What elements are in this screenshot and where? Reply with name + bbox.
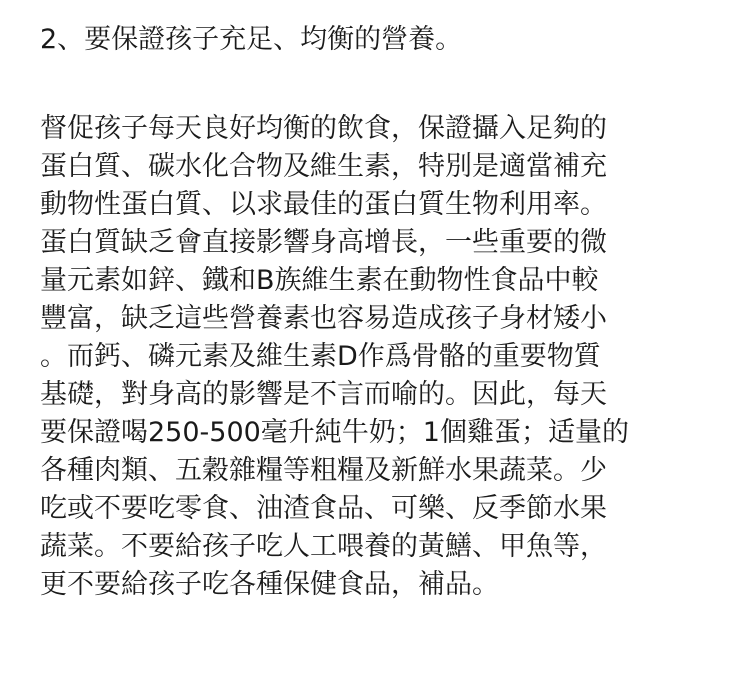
paragraph-line: 吃或不要吃零食、油渣食品、可樂、反季節水果 xyxy=(40,493,607,524)
paragraph-line: 基礎，對身高的影響是不言而喻的。因此，每天 xyxy=(40,379,607,410)
paragraph-line: 蔬菜。不要給孩子吃人工喂養的黃鱔、甲魚等， xyxy=(40,531,607,562)
section-heading: 2、要保證孩子充足、均衡的營養。 xyxy=(40,24,463,55)
paragraph-line: 。而鈣、磷元素及維生素D作爲骨骼的重要物質 xyxy=(40,341,601,372)
body-paragraph xyxy=(40,110,750,604)
paragraph-line: 動物性蛋白質、以求最佳的蛋白質生物利用率。 xyxy=(40,189,607,220)
paragraph-line: 要保證喝250-500毫升純牛奶；1個雞蛋；适量的 xyxy=(40,417,629,448)
paragraph-line: 各種肉類、五穀雜糧等粗糧及新鮮水果蔬菜。少 xyxy=(40,455,607,486)
paragraph-line: 督促孩子每天良好均衡的飲食，保證攝入足夠的 xyxy=(40,113,607,144)
paragraph-line: 更不要給孩子吃各種保健食品，補品。 xyxy=(40,569,499,600)
paragraph-line: 量元素如鋅、鐵和B族維生素在動物性食品中較 xyxy=(40,265,599,296)
paragraph-line: 蛋白質、碳水化合物及維生素，特別是適當補充 xyxy=(40,151,607,182)
paragraph-line: 豐富，缺乏這些營養素也容易造成孩子身材矮小 xyxy=(40,303,607,334)
paragraph-line: 蛋白質缺乏會直接影響身高增長，一些重要的微 xyxy=(40,227,607,258)
